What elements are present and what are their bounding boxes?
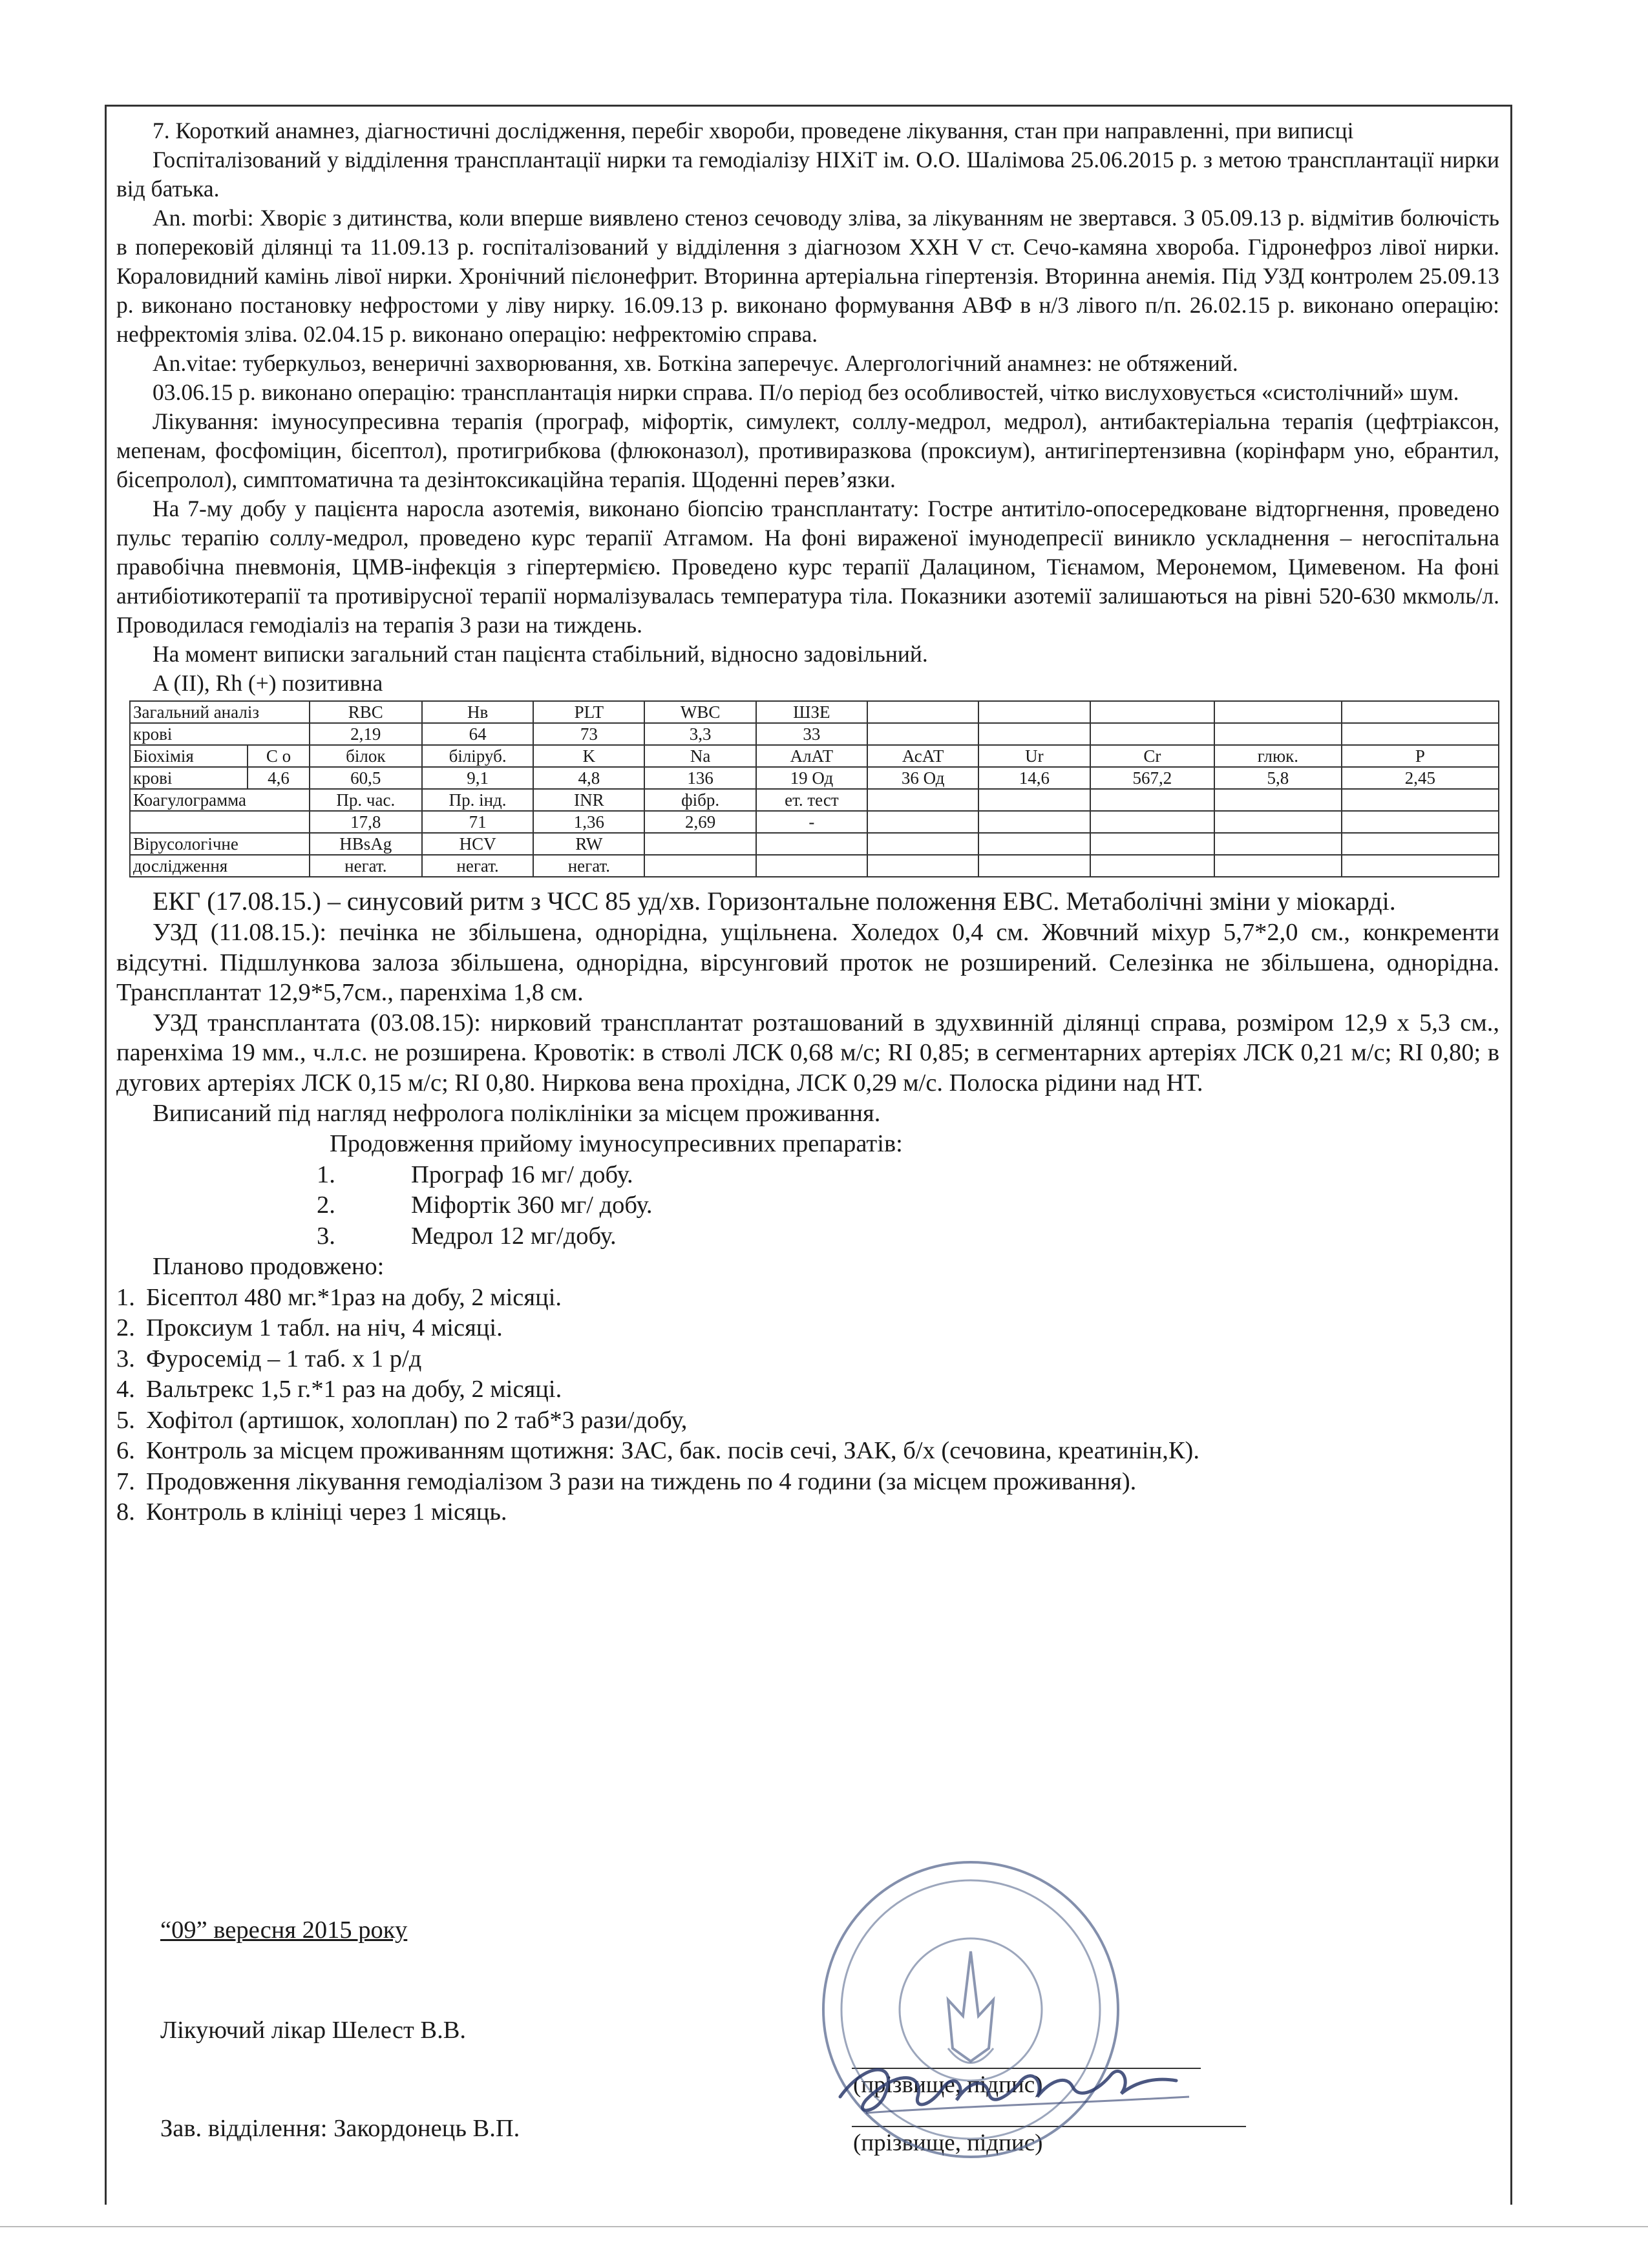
table-row xyxy=(130,701,1499,723)
table-cell: P xyxy=(1342,745,1499,767)
table-cell xyxy=(978,789,1090,811)
table-cell: крові xyxy=(130,723,310,745)
table-cell: 3,3 xyxy=(644,723,755,745)
scan-edge-line xyxy=(0,2226,1648,2227)
table-cell xyxy=(867,833,978,855)
list-item xyxy=(116,1467,1499,1498)
list-item xyxy=(116,1374,1499,1405)
table-cell: 2,69 xyxy=(644,811,755,833)
immuno-list xyxy=(116,1160,1499,1252)
table-row xyxy=(130,723,1499,745)
table-cell: 71 xyxy=(422,811,533,833)
list-item xyxy=(116,1436,1499,1467)
table-cell: С о xyxy=(248,745,309,767)
table-cell xyxy=(1342,855,1499,877)
department-head: Зав. відділення: Закордонець В.П. xyxy=(160,2115,520,2142)
table-cell xyxy=(1342,811,1499,833)
table-cell: 1,36 xyxy=(533,811,644,833)
table-cell: 64 xyxy=(422,723,533,745)
table-cell xyxy=(978,701,1090,723)
blood-group: A (II), Rh (+) позитивна xyxy=(153,670,383,696)
list-item xyxy=(317,1221,1499,1252)
paragraph-hospitalization: Госпіталізований у відділення трансплантації нирки та гемодіалізу НІХіТ ім. О.О. Шалімова 25.06.2015 р. з метою трансплантації нирки від батька. xyxy=(116,147,1499,202)
paragraph-ekg: ЕКГ (17.08.15.) – синусовий ритм з ЧСС 85 уд/хв. Горизонтальне положення ЕВС. Метаболічні зміни у міокарді. xyxy=(153,887,1396,916)
table-cell: 33 xyxy=(756,723,867,745)
table-cell: 36 Од xyxy=(867,767,978,789)
list-item xyxy=(116,1344,1499,1375)
table-cell xyxy=(1214,811,1342,833)
table-cell: Пр. час. xyxy=(310,789,422,811)
list-item-number: 3. xyxy=(317,1222,335,1250)
table-cell: PLT xyxy=(533,701,644,723)
table-cell: 60,5 xyxy=(310,767,422,789)
list-item-text: Контроль в клініці через 1 місяць. xyxy=(146,1498,507,1526)
table-cell xyxy=(1090,811,1215,833)
table-cell: негат. xyxy=(310,855,422,877)
list-item-text: Хофітол (артишок, холоплан) по 2 таб*3 рази/добу, xyxy=(146,1406,688,1434)
list-item xyxy=(317,1190,1499,1221)
document-body xyxy=(116,116,1499,1528)
table-cell: біліруб. xyxy=(422,745,533,767)
table-cell: RW xyxy=(533,833,644,855)
table-cell xyxy=(1090,701,1215,723)
table-cell: RBC xyxy=(310,701,422,723)
table-cell xyxy=(1214,723,1342,745)
table-cell: Na xyxy=(644,745,755,767)
table-cell xyxy=(867,723,978,745)
list-item-number: 1. xyxy=(116,1283,135,1311)
list-item-number: 3. xyxy=(116,1345,135,1372)
table-row xyxy=(130,833,1499,855)
list-item xyxy=(116,1405,1499,1436)
signature-caption: (прізвище, підпис) xyxy=(853,2072,1043,2098)
table-cell xyxy=(978,855,1090,877)
table-cell: Біохімія xyxy=(130,745,248,767)
table-cell xyxy=(1090,833,1215,855)
list-item-number: 7. xyxy=(116,1467,135,1495)
table-cell xyxy=(867,811,978,833)
table-cell xyxy=(1342,723,1499,745)
table-cell: 2,19 xyxy=(310,723,422,745)
table-cell: Ur xyxy=(978,745,1090,767)
table-cell: 73 xyxy=(533,723,644,745)
paragraph-discharged: Виписаний під нагляд нефролога поліклініки за місцем проживання. xyxy=(153,1099,881,1127)
table-cell: WBC xyxy=(644,701,755,723)
immuno-heading: Продовження прийому імуносупресивних препаратів: xyxy=(330,1130,903,1158)
table-cell xyxy=(978,833,1090,855)
table-cell xyxy=(867,855,978,877)
table-cell xyxy=(1214,701,1342,723)
table-row xyxy=(130,811,1499,833)
paragraph-anamnesis-morbi: An. morbi: Хворіє з дитинства, коли вперше виявлено стеноз сечоводу зліва, за лікуванням не звертався. З 05.09.13 р. відмітив болючість в поперековій ділянці та 11.09.13 р. госпіталізований у відділення з діагнозом ХХН V ст. Сечо-камяна хвороба. Гідронефроз лівої нирки. Кораловидний камінь лівої нирки. Хронічний пієлонефрит. Вторинна артеріальна гіпертензія. Вторинна анемія. Під УЗД контролем 25.09.13 р. виконано постановку нефростоми у ліву нирку. 16.09.13 р. виконано формування АВФ в н/3 лівого п/п. 26.02.15 р. виконано операцію: нефректомія зліва. 02.04.15 р. виконано операцію: нефректомію справа. xyxy=(116,205,1499,347)
paragraph-transplant-ultrasound: УЗД трансплантата (03.08.15): нирковий трансплантат розташований в здухвинній ділянці справа, розміром 12,9 х 5,3 см., паренхіма 19 мм., ч.л.с. не розширена. Кровотік: в стволі ЛСК 0,68 м/с; RI 0,85; в сегментарних артеріях ЛСК 0,21 м/с; RI 0,80; в дугових артеріях ЛСК 0,15 м/с; RI 0,80. Ниркова вена прохідна, ЛСК 0,29 м/с. Полоска рідини над НТ. xyxy=(116,1009,1499,1097)
table-cell: Нв xyxy=(422,701,533,723)
table-cell xyxy=(1090,855,1215,877)
table-row xyxy=(130,767,1499,789)
table-cell: негат. xyxy=(533,855,644,877)
table-cell: Коагулограмма xyxy=(130,789,310,811)
table-cell xyxy=(756,855,867,877)
table-cell xyxy=(1090,723,1215,745)
table-cell xyxy=(1214,855,1342,877)
table-cell xyxy=(867,701,978,723)
table-cell: 19 Од xyxy=(756,767,867,789)
table-cell xyxy=(1342,833,1499,855)
table-cell: HCV xyxy=(422,833,533,855)
table-cell: - xyxy=(756,811,867,833)
list-item-text: Вальтрекс 1,5 г.*1 раз на добу, 2 місяці. xyxy=(146,1376,562,1403)
table-cell: Cr xyxy=(1090,745,1215,767)
paragraph-discharge-state: На момент виписки загальний стан пацієнта стабільний, відносно задовільний. xyxy=(153,641,928,667)
list-item-number: 6. xyxy=(116,1437,135,1465)
table-cell: 5,8 xyxy=(1214,767,1342,789)
table-cell: крові xyxy=(130,767,248,789)
list-item-number: 4. xyxy=(116,1376,135,1403)
paragraph-operation: 03.06.15 р. виконано операцію: трансплантація нирки справа. П/о період без особливостей, чітко вислуховується «систолічний» шум. xyxy=(153,379,1459,405)
list-item-text: Фуросемід – 1 таб. х 1 р/д xyxy=(146,1345,422,1372)
lab-results-table xyxy=(129,700,1499,877)
paragraph-treatment: Лікування: імуносупресивна терапія (програф, міфортік, симулект, соллу-медрол, медрол), антибактеріальна терапія (цефтріаксон, мепенам, фосфоміцин, бісептол), протигрибкова (флюконазол), противиразкова (проксиум), антигіпертензивна (корінфарм уно, ебрантил, бісепролол), симптоматична та дезінтоксикаційна терапія. Щоденні перев’язки. xyxy=(116,408,1499,492)
list-item xyxy=(116,1283,1499,1314)
table-cell xyxy=(867,789,978,811)
table-cell: фібр. xyxy=(644,789,755,811)
table-cell: HBsAg xyxy=(310,833,422,855)
list-item-text: Медрол 12 мг/добу. xyxy=(411,1222,617,1250)
table-cell: дослідження xyxy=(130,855,310,877)
table-cell xyxy=(978,723,1090,745)
table-cell xyxy=(644,833,755,855)
table-cell: 567,2 xyxy=(1090,767,1215,789)
table-cell: K xyxy=(533,745,644,767)
table-cell: 2,45 xyxy=(1342,767,1499,789)
table-cell xyxy=(1214,789,1342,811)
table-cell: Загальний аналіз xyxy=(130,701,310,723)
table-cell: 4,8 xyxy=(533,767,644,789)
table-cell xyxy=(644,855,755,877)
table-cell: ШЗЕ xyxy=(756,701,867,723)
list-item-text: Контроль за місцем проживанням щотижня: ЗАС, бак. посів сечі, ЗАК, б/х (сечовина, креатинін,К). xyxy=(146,1437,1199,1465)
paragraph-anamnesis-vitae: An.vitae: туберкульоз, венеричні захворювання, хв. Боткіна заперечує. Алергологічний анамнез: не обтяжений. xyxy=(153,350,1238,376)
section-title: 7. Короткий анамнез, діагностичні дослідження, перебіг хвороби, проведене лікування, стан при направленні, при виписці xyxy=(153,118,1354,143)
list-item-number: 1. xyxy=(317,1160,335,1188)
list-item-number: 2. xyxy=(317,1192,335,1219)
list-item-text: Проксиум 1 табл. на ніч, 4 місяці. xyxy=(146,1314,503,1342)
table-cell: білок xyxy=(310,745,422,767)
list-item-number: 5. xyxy=(116,1406,135,1434)
list-item xyxy=(317,1160,1499,1191)
list-item-number: 2. xyxy=(116,1314,135,1342)
paragraph-day7: На 7-му добу у пацієнта наросла азотемія, виконано біопсію трансплантату: Гостре антитіло-опосередковане відторгнення, проведено пульс терапію соллу-медрол, проведено курс терапії Атгамом. На фоні вираженої імунодепресії виникло ускладнення – негоспітальна правобічна пневмонія, ЦМВ-інфекція з гіпертермією. Проведено курс терапії Далацином, Тієнамом, Меронемом, Цимевеном. На фоні антибіотикотерапії та противірусної терапії нормалізувалась температура тіла. Показники азотемії залишаються на рівні 520-630 мкмоль/л. Проводилася гемодіаліз на терапія 3 рази на тиждень. xyxy=(116,496,1499,638)
handwritten-signature xyxy=(827,2035,1215,2139)
table-cell xyxy=(1090,789,1215,811)
table-cell xyxy=(130,811,310,833)
table-cell xyxy=(1342,789,1499,811)
attending-doctor: Лікуючий лікар Шелест В.В. xyxy=(160,2017,467,2044)
table-row xyxy=(130,855,1499,877)
list-item-number: 8. xyxy=(116,1498,135,1526)
table-cell xyxy=(1342,701,1499,723)
table-cell: 17,8 xyxy=(310,811,422,833)
table-cell: глюк. xyxy=(1214,745,1342,767)
list-item xyxy=(116,1313,1499,1344)
table-cell: 14,6 xyxy=(978,767,1090,789)
list-item-text: Продовження лікування гемодіалізом 3 рази на тиждень по 4 години (за місцем проживання). xyxy=(146,1467,1137,1495)
table-cell: АсАТ xyxy=(867,745,978,767)
table-cell xyxy=(756,833,867,855)
list-item-text: Міфортік 360 мг/ добу. xyxy=(411,1192,653,1219)
planned-heading: Планово продовжено: xyxy=(153,1253,385,1281)
table-cell: 136 xyxy=(644,767,755,789)
list-item-text: Бісептол 480 мг.*1раз на добу, 2 місяці. xyxy=(146,1283,562,1311)
table-cell: 4,6 xyxy=(248,767,309,789)
table-row xyxy=(130,789,1499,811)
discharge-date xyxy=(160,1916,407,1944)
table-cell: INR xyxy=(533,789,644,811)
table-cell xyxy=(1214,833,1342,855)
list-item-text: Програф 16 мг/ добу. xyxy=(411,1160,633,1188)
table-cell: Вірусологічне xyxy=(130,833,310,855)
table-cell: 9,1 xyxy=(422,767,533,789)
discharge-date-text: “09” вересня 2015 року xyxy=(160,1916,408,1944)
table-cell: Пр. інд. xyxy=(422,789,533,811)
table-cell xyxy=(978,811,1090,833)
table-cell: негат. xyxy=(422,855,533,877)
table-cell: АлАТ xyxy=(756,745,867,767)
signature-caption: (прізвище, підпис) xyxy=(853,2130,1043,2156)
table-row xyxy=(130,745,1499,767)
table-cell: ет. тест xyxy=(756,789,867,811)
list-item xyxy=(116,1497,1499,1528)
planned-list xyxy=(116,1283,1499,1528)
paragraph-ultrasound: УЗД (11.08.15.): печінка не збільшена, однорідна, ущільнена. Холедох 0,4 см. Жовчний міхур 5,7*2,0 см., конкременти відсутні. Підшлункова залоза збільшена, однорідна, вірсунговий проток не розширений. Селезінка не збільшена, однорідна. Трансплантат 12,9*5,7см., паренхіма 1,8 см. xyxy=(116,919,1499,1007)
